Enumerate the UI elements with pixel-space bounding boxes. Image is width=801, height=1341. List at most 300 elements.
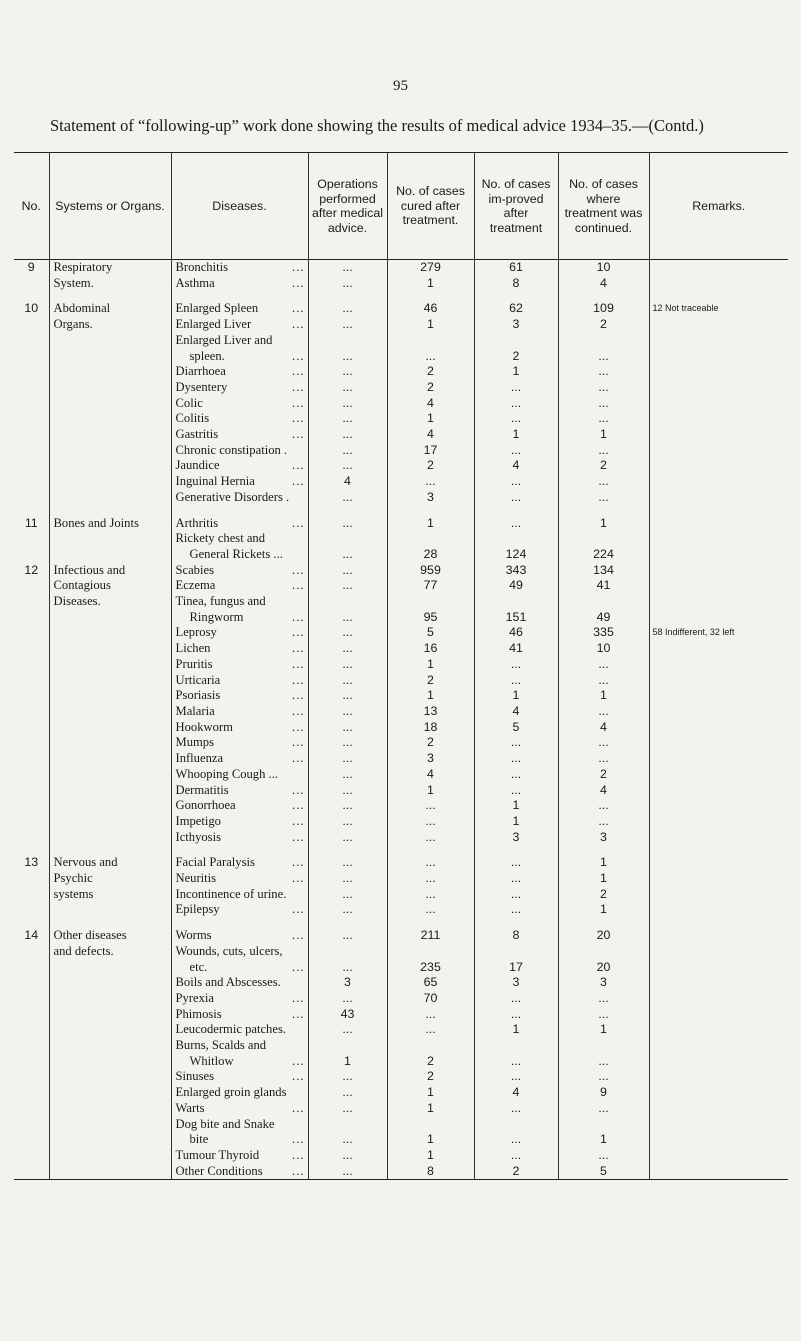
remarks-cell — [649, 610, 788, 626]
continued-cell: 1 — [558, 871, 649, 887]
table-body — [14, 260, 788, 1180]
leader-dots: ... — [292, 719, 305, 734]
improved-cell: ... — [474, 490, 558, 506]
leader-dots: ... — [292, 260, 305, 274]
improved-cell: ... — [474, 443, 558, 459]
improved-cell: 62 — [474, 301, 558, 317]
continued-cell: 5 — [558, 1164, 649, 1180]
disease-cell — [171, 855, 308, 871]
operations-cell — [308, 1038, 387, 1054]
improved-cell: 1 — [474, 1022, 558, 1038]
remarks-cell — [649, 260, 788, 276]
row-number-cell — [14, 1164, 49, 1180]
row-number-cell — [14, 902, 49, 918]
improved-cell: 49 — [474, 578, 558, 594]
improved-cell: 8 — [474, 928, 558, 944]
disease-cell — [171, 1085, 308, 1101]
cured-cell: 1 — [387, 1101, 474, 1117]
row-spacer — [14, 918, 788, 928]
disease-cell — [171, 474, 308, 490]
cured-cell: 13 — [387, 704, 474, 720]
improved-cell: ... — [474, 1069, 558, 1085]
disease-label: Wounds, cuts, ulcers, — [175, 943, 283, 958]
system-cell — [49, 474, 171, 490]
table-row — [14, 1148, 788, 1164]
leader-dots: ... — [292, 902, 305, 917]
spacer-cell — [49, 918, 171, 928]
leader-dots: ... — [292, 1006, 305, 1021]
remarks-cell — [649, 855, 788, 871]
cured-cell: 1 — [387, 783, 474, 799]
disease-label: Inguinal Hernia — [175, 474, 255, 489]
disease-label: Enlarged Liver — [175, 317, 252, 332]
continued-cell: ... — [558, 396, 649, 412]
system-cell: Infectious and — [49, 563, 171, 579]
continued-cell — [558, 594, 649, 610]
table-row — [14, 767, 788, 783]
continued-cell — [558, 1117, 649, 1133]
operations-cell: ... — [308, 1164, 387, 1180]
disease-cell — [171, 260, 308, 276]
table-row — [14, 1117, 788, 1133]
system-cell — [49, 830, 171, 846]
disease-cell — [171, 751, 308, 767]
improved-cell: 61 — [474, 260, 558, 276]
disease-cell — [171, 547, 308, 563]
remarks-cell — [649, 1148, 788, 1164]
remarks-cell — [649, 333, 788, 349]
disease-cell — [171, 673, 308, 689]
disease-cell — [171, 798, 308, 814]
operations-cell: ... — [308, 688, 387, 704]
disease-label: Sinuses — [175, 1069, 214, 1084]
table-row — [14, 490, 788, 506]
remarks-cell — [649, 474, 788, 490]
leader-dots: ... — [292, 751, 305, 766]
improved-cell: ... — [474, 474, 558, 490]
column-header-improved: No. of cases im-proved after treatment — [474, 153, 558, 260]
disease-cell — [171, 902, 308, 918]
cured-cell: 1 — [387, 317, 474, 333]
table-row — [14, 610, 788, 626]
cured-cell: 18 — [387, 720, 474, 736]
disease-cell — [171, 301, 308, 317]
improved-cell: 2 — [474, 349, 558, 365]
operations-cell: ... — [308, 349, 387, 365]
cured-cell: 17 — [387, 443, 474, 459]
table-row — [14, 301, 788, 317]
remarks-cell — [649, 1054, 788, 1070]
continued-cell: 4 — [558, 276, 649, 292]
operations-cell — [308, 594, 387, 610]
continued-cell: ... — [558, 704, 649, 720]
operations-cell: 43 — [308, 1007, 387, 1023]
system-cell: Diseases. — [49, 594, 171, 610]
disease-label: Enlarged groin glands — [175, 1085, 287, 1100]
cured-cell — [387, 333, 474, 349]
remarks-cell — [649, 871, 788, 887]
system-cell: Respiratory — [49, 260, 171, 276]
remarks-cell — [649, 516, 788, 532]
continued-cell: 41 — [558, 578, 649, 594]
disease-cell — [171, 1054, 308, 1070]
cured-cell: 1 — [387, 276, 474, 292]
operations-cell: ... — [308, 830, 387, 846]
continued-cell: ... — [558, 814, 649, 830]
continued-cell: ... — [558, 443, 649, 459]
disease-cell — [171, 427, 308, 443]
system-cell — [49, 349, 171, 365]
system-cell — [49, 767, 171, 783]
system-cell: Bones and Joints — [49, 516, 171, 532]
table-row — [14, 830, 788, 846]
operations-cell: ... — [308, 641, 387, 657]
table-row — [14, 673, 788, 689]
remarks-cell — [649, 396, 788, 412]
continued-cell — [558, 944, 649, 960]
table-row — [14, 364, 788, 380]
table-row — [14, 1022, 788, 1038]
disease-cell — [171, 767, 308, 783]
improved-cell: 1 — [474, 688, 558, 704]
disease-cell — [171, 563, 308, 579]
cured-cell: 28 — [387, 547, 474, 563]
continued-cell: ... — [558, 751, 649, 767]
system-cell — [49, 610, 171, 626]
results-table — [14, 152, 788, 1180]
leader-dots: ... — [292, 348, 305, 363]
continued-cell: 20 — [558, 928, 649, 944]
system-cell — [49, 688, 171, 704]
column-header-systems: Systems or Organs. — [49, 153, 171, 260]
cured-cell: 1 — [387, 688, 474, 704]
spacer-cell — [308, 918, 387, 928]
improved-cell: 1 — [474, 814, 558, 830]
system-cell — [49, 531, 171, 547]
table-row — [14, 349, 788, 365]
table-row — [14, 704, 788, 720]
system-cell — [49, 735, 171, 751]
row-number-cell — [14, 1085, 49, 1101]
spacer-cell — [649, 845, 788, 855]
improved-cell — [474, 531, 558, 547]
cured-cell — [387, 944, 474, 960]
column-header-operations: Operations performed after medical advice. — [308, 153, 387, 260]
system-cell — [49, 625, 171, 641]
operations-cell: ... — [308, 563, 387, 579]
row-number-cell: 11 — [24, 515, 38, 530]
remarks-cell — [649, 563, 788, 579]
remarks-cell — [649, 458, 788, 474]
column-header-remarks: Remarks. — [649, 153, 788, 260]
table-row — [14, 563, 788, 579]
operations-cell: ... — [308, 871, 387, 887]
disease-label: Urticaria — [175, 672, 221, 687]
table-row — [14, 641, 788, 657]
remarks-cell — [649, 767, 788, 783]
system-cell — [49, 1054, 171, 1070]
disease-cell — [171, 814, 308, 830]
improved-cell — [474, 1038, 558, 1054]
improved-cell: ... — [474, 783, 558, 799]
improved-cell: ... — [474, 855, 558, 871]
improved-cell: ... — [474, 871, 558, 887]
cured-cell: 3 — [387, 490, 474, 506]
cured-cell: 5 — [387, 625, 474, 641]
leader-dots: ... — [292, 782, 305, 797]
improved-cell: 17 — [474, 960, 558, 976]
cured-cell: ... — [387, 855, 474, 871]
continued-cell: 49 — [558, 610, 649, 626]
remarks-cell — [649, 991, 788, 1007]
cured-cell — [387, 594, 474, 610]
improved-cell: ... — [474, 673, 558, 689]
system-cell — [49, 1022, 171, 1038]
continued-cell: ... — [558, 1101, 649, 1117]
row-number-cell — [14, 944, 49, 960]
disease-cell — [171, 1148, 308, 1164]
disease-label: Icthyosis — [175, 829, 221, 844]
improved-cell — [474, 944, 558, 960]
leader-dots: ... — [292, 871, 305, 886]
continued-cell: 1 — [558, 902, 649, 918]
row-number-cell — [14, 411, 49, 427]
remarks-cell — [649, 1117, 788, 1133]
operations-cell: ... — [308, 380, 387, 396]
row-number-cell — [14, 1022, 49, 1038]
column-header-no: No. — [14, 153, 49, 260]
disease-label: Dog bite and Snake — [175, 1116, 275, 1131]
table-row — [14, 751, 788, 767]
leader-dots: ... — [292, 1069, 305, 1084]
system-cell — [49, 975, 171, 991]
row-number-cell — [14, 975, 49, 991]
remarks-cell — [649, 1007, 788, 1023]
operations-cell: ... — [308, 783, 387, 799]
row-number-cell — [14, 1069, 49, 1085]
disease-cell — [171, 704, 308, 720]
spacer-cell — [14, 506, 49, 516]
cured-cell: 16 — [387, 641, 474, 657]
remarks-cell — [649, 1085, 788, 1101]
disease-label: Scabies — [175, 562, 214, 577]
improved-cell: ... — [474, 735, 558, 751]
column-header-continued: No. of cases where treatment was continued. — [558, 153, 649, 260]
cured-cell: ... — [387, 814, 474, 830]
disease-label: Generative Disorders . — [175, 489, 290, 504]
improved-cell: ... — [474, 887, 558, 903]
disease-label: Dysentery — [175, 379, 228, 394]
table-row — [14, 443, 788, 459]
disease-label: Tinea, fungus and — [175, 594, 266, 609]
operations-cell: ... — [308, 855, 387, 871]
remarks-cell — [649, 887, 788, 903]
disease-label: Dermatitis — [175, 782, 229, 797]
spacer-cell — [171, 506, 308, 516]
operations-cell: ... — [308, 991, 387, 1007]
remarks-cell: 12 Not traceable — [649, 301, 788, 317]
row-number-cell — [14, 798, 49, 814]
remarks-cell — [649, 578, 788, 594]
disease-label: Warts — [175, 1100, 205, 1115]
disease-cell — [171, 720, 308, 736]
operations-cell: ... — [308, 276, 387, 292]
improved-cell: ... — [474, 767, 558, 783]
operations-cell: ... — [308, 1101, 387, 1117]
remarks-cell — [649, 960, 788, 976]
remarks-cell — [649, 411, 788, 427]
row-number-cell — [14, 594, 49, 610]
improved-cell: ... — [474, 991, 558, 1007]
cured-cell: 1 — [387, 411, 474, 427]
disease-label: Ringworm — [189, 609, 244, 624]
improved-cell: 46 — [474, 625, 558, 641]
table-row — [14, 411, 788, 427]
table-row — [14, 1164, 788, 1180]
disease-cell — [171, 830, 308, 846]
improved-cell: ... — [474, 411, 558, 427]
disease-label: Facial Paralysis — [175, 855, 255, 870]
disease-label: Eczema — [175, 578, 216, 593]
disease-cell — [171, 396, 308, 412]
operations-cell: ... — [308, 928, 387, 944]
improved-cell: 4 — [474, 1085, 558, 1101]
table-row — [14, 1085, 788, 1101]
operations-cell: ... — [308, 1069, 387, 1085]
remarks-cell — [649, 317, 788, 333]
row-number-cell — [14, 1038, 49, 1054]
disease-label: Whooping Cough ... — [175, 766, 278, 781]
improved-cell: 3 — [474, 830, 558, 846]
improved-cell: ... — [474, 1101, 558, 1117]
spacer-cell — [474, 291, 558, 301]
row-number-cell — [14, 767, 49, 783]
disease-label: Gonorrhoea — [175, 798, 236, 813]
disease-cell — [171, 735, 308, 751]
leader-dots: ... — [292, 275, 305, 290]
table-row — [14, 276, 788, 292]
operations-cell: ... — [308, 704, 387, 720]
continued-cell — [558, 1038, 649, 1054]
continued-cell: 1 — [558, 427, 649, 443]
cured-cell: 70 — [387, 991, 474, 1007]
operations-cell: ... — [308, 364, 387, 380]
row-number-cell — [14, 704, 49, 720]
table-row — [14, 531, 788, 547]
spacer-cell — [171, 918, 308, 928]
disease-cell — [171, 411, 308, 427]
row-number-cell — [14, 610, 49, 626]
improved-cell — [474, 1117, 558, 1133]
system-cell — [49, 1164, 171, 1180]
system-cell — [49, 1007, 171, 1023]
row-number-cell — [14, 578, 49, 594]
disease-label: Epilepsy — [175, 902, 220, 917]
leader-dots: ... — [292, 1100, 305, 1115]
operations-cell: ... — [308, 427, 387, 443]
row-number-cell — [14, 641, 49, 657]
leader-dots: ... — [292, 672, 305, 687]
spacer-cell — [387, 845, 474, 855]
remarks-cell — [649, 830, 788, 846]
table-row — [14, 1069, 788, 1085]
cured-cell: 211 — [387, 928, 474, 944]
system-cell — [49, 798, 171, 814]
improved-cell: ... — [474, 516, 558, 532]
remarks-cell — [649, 276, 788, 292]
disease-cell — [171, 657, 308, 673]
cured-cell: 1 — [387, 1148, 474, 1164]
remarks-cell — [649, 1022, 788, 1038]
operations-cell: ... — [308, 657, 387, 673]
spacer-cell — [49, 506, 171, 516]
disease-label: bite — [189, 1132, 209, 1147]
system-cell — [49, 490, 171, 506]
remarks-cell — [649, 751, 788, 767]
improved-cell: ... — [474, 396, 558, 412]
cured-cell: 3 — [387, 751, 474, 767]
disease-cell — [171, 349, 308, 365]
improved-cell: 3 — [474, 317, 558, 333]
disease-label: Colitis — [175, 411, 210, 426]
row-number-cell — [14, 1007, 49, 1023]
continued-cell: 134 — [558, 563, 649, 579]
remarks-cell — [649, 1132, 788, 1148]
system-cell: Other diseases — [49, 928, 171, 944]
continued-cell: 1 — [558, 855, 649, 871]
remarks-cell — [649, 975, 788, 991]
remarks-cell — [649, 720, 788, 736]
remarks-cell — [649, 1164, 788, 1180]
cured-cell: 4 — [387, 427, 474, 443]
disease-label: Incontinence of urine. — [175, 886, 287, 901]
leader-dots: ... — [292, 364, 305, 379]
remarks-cell — [649, 814, 788, 830]
column-header-cured: No. of cases cured after treatment. — [387, 153, 474, 260]
system-cell: Abdominal — [49, 301, 171, 317]
operations-cell: ... — [308, 902, 387, 918]
system-cell — [49, 443, 171, 459]
leader-dots: ... — [292, 1163, 305, 1178]
remarks-cell — [649, 1101, 788, 1117]
cured-cell: 8 — [387, 1164, 474, 1180]
continued-cell: 9 — [558, 1085, 649, 1101]
table-row — [14, 1054, 788, 1070]
row-number-cell: 10 — [24, 301, 39, 316]
remarks-cell — [649, 427, 788, 443]
spacer-cell — [474, 845, 558, 855]
header-row — [14, 153, 788, 260]
cured-cell — [387, 1117, 474, 1133]
row-number-cell — [14, 688, 49, 704]
continued-cell: 1 — [558, 688, 649, 704]
table-row — [14, 333, 788, 349]
leader-dots: ... — [292, 855, 305, 870]
cured-cell: 1 — [387, 657, 474, 673]
cured-cell: ... — [387, 798, 474, 814]
system-cell — [49, 333, 171, 349]
row-number-cell — [14, 380, 49, 396]
row-number-cell — [14, 1148, 49, 1164]
disease-label: Malaria — [175, 703, 215, 718]
row-number-cell — [14, 735, 49, 751]
continued-cell — [558, 333, 649, 349]
leader-dots: ... — [292, 301, 305, 316]
disease-cell — [171, 1164, 308, 1180]
row-number-cell — [14, 396, 49, 412]
disease-label: Boils and Abscesses. — [175, 975, 281, 990]
remarks-cell — [649, 928, 788, 944]
